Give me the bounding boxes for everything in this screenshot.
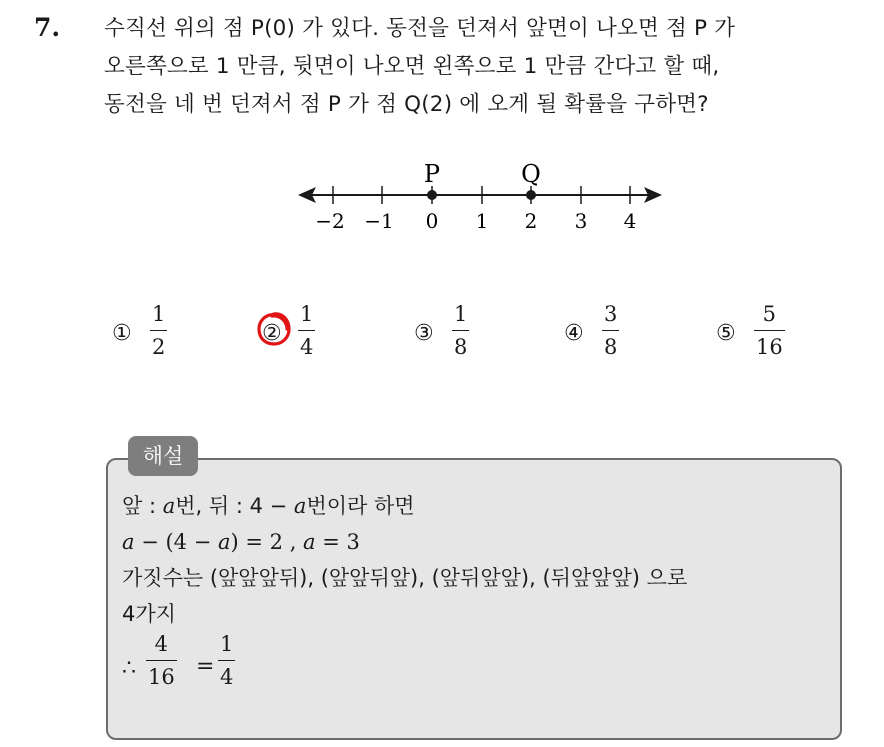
tick-label: −2 (315, 209, 345, 233)
solution-line-4: 4가지 (122, 602, 176, 626)
choice-mark: ③ (414, 321, 434, 346)
fraction-numerator: 1 (152, 302, 166, 326)
solution-final (122, 632, 832, 702)
fraction-numerator: 3 (604, 302, 618, 326)
fraction-numerator: 4 (154, 632, 169, 656)
fraction-numerator: 1 (220, 632, 234, 656)
solution-math: ) = 2 , (230, 530, 304, 554)
number-line (290, 160, 680, 240)
fraction-bar (754, 330, 785, 331)
fraction-denominator: 2 (152, 335, 166, 360)
choice-mark: ① (112, 321, 132, 346)
choice-fraction (602, 302, 619, 359)
final-fraction-1 (146, 632, 177, 689)
tick-label: 2 (524, 209, 538, 233)
fraction-denominator: 16 (756, 335, 783, 360)
question-line-1: 수직선 위의 점 P(0) 가 있다. 동전을 던져서 앞면이 나오면 점 P 가 (104, 16, 736, 41)
point-p-label: P (423, 160, 441, 188)
tick-label: −1 (364, 209, 394, 233)
variable-a: a (303, 530, 316, 554)
fraction-denominator: 8 (604, 335, 618, 360)
fraction-denominator: 4 (220, 665, 234, 690)
fraction-bar (602, 330, 619, 331)
fraction-denominator: 16 (148, 665, 175, 690)
equals-sign: = (196, 654, 215, 679)
final-fraction-2 (218, 632, 235, 689)
fraction-bar (146, 660, 177, 661)
solution-line-3: 가짓수는 (앞앞앞뒤), (앞앞뒤앞), (앞뒤앞앞), (뒤앞앞앞) 으로 (122, 566, 688, 590)
variable-a: a (293, 494, 307, 518)
fraction-denominator: 8 (454, 335, 468, 360)
fraction-bar (452, 330, 469, 331)
therefore-symbol: ∴ (122, 656, 136, 681)
tick-label: 1 (475, 209, 489, 233)
variable-a: a (162, 494, 176, 518)
choice-fraction (452, 302, 469, 359)
choice-mark: ⑤ (716, 321, 736, 346)
fraction-bar (218, 660, 235, 661)
solution-line-2 (122, 524, 832, 560)
fraction-denominator: 4 (300, 335, 314, 360)
tick-label: 3 (574, 209, 588, 233)
solution-content (122, 488, 832, 702)
fraction-numerator: 5 (762, 302, 777, 326)
choice-fraction (150, 302, 167, 359)
solution-title: 해설 (128, 436, 198, 476)
solution-line-1 (122, 488, 832, 524)
tick-label: 4 (623, 209, 637, 233)
variable-a: a (217, 530, 231, 554)
fraction-numerator: 1 (300, 302, 314, 326)
answer-choices (0, 300, 884, 380)
solution-math: = 3 (315, 530, 360, 554)
fraction-bar (298, 330, 315, 331)
choice-fraction (298, 302, 315, 359)
question-number: 7. (34, 13, 61, 42)
fraction-numerator: 1 (454, 302, 468, 326)
solution-text: 번, 뒤 : 4 − (175, 494, 294, 518)
question-line-2: 오른쪽으로 1 만큼, 뒷면이 나오면 왼쪽으로 1 만큼 간다고 할 때, (104, 54, 720, 79)
choice-mark: ② (262, 321, 282, 346)
choice-fraction (754, 302, 785, 359)
question-line-3: 동전을 네 번 던져서 점 P 가 점 Q(2) 에 오게 될 확률을 구하면? (104, 92, 709, 117)
tick-label: 0 (425, 209, 439, 233)
choice-mark: ④ (564, 321, 584, 346)
question-text (104, 10, 864, 124)
variable-a: a (122, 530, 135, 554)
point-q-label: Q (521, 160, 541, 188)
point-p-dot (427, 190, 437, 200)
solution-text: 번이라 하면 (306, 494, 415, 518)
point-q-dot (526, 190, 536, 200)
solution-text: 앞 : (122, 494, 163, 518)
fraction-bar (150, 330, 167, 331)
solution-math: − (4 − (134, 530, 218, 554)
